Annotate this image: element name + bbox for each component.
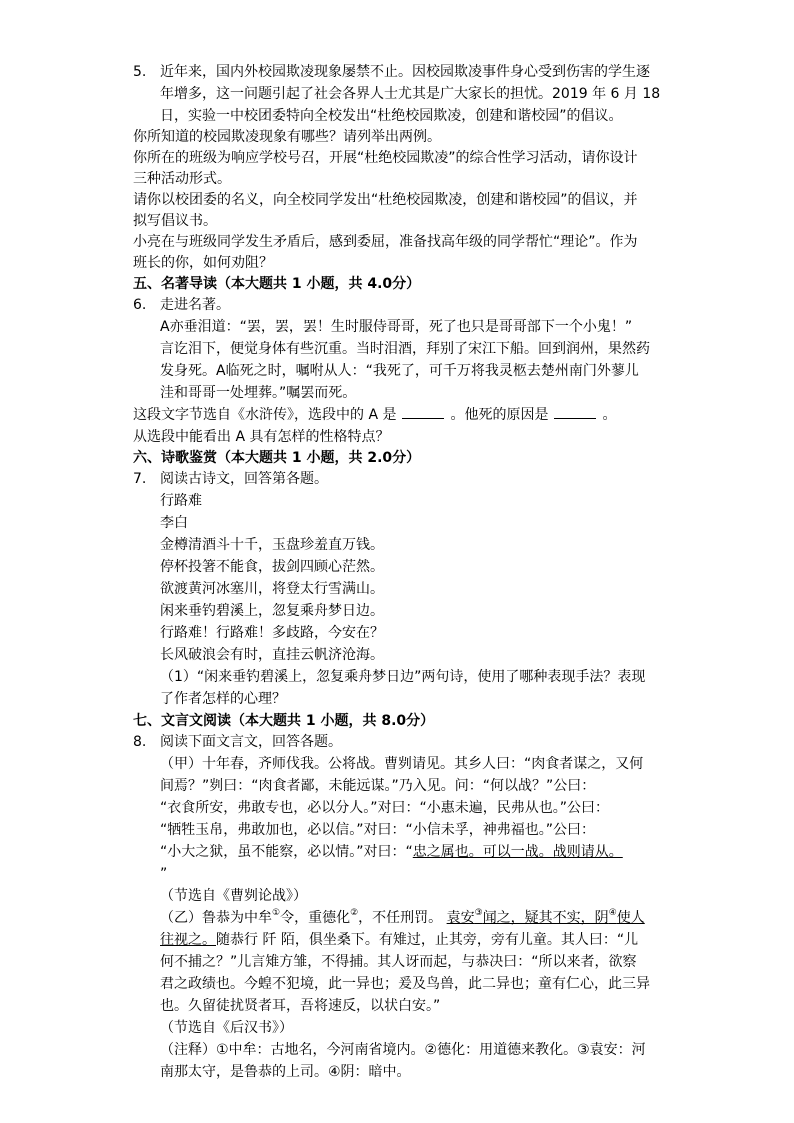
q6-sub-2: 从选段中能看出 A 具有怎样的性格特点？ (133, 429, 390, 445)
q8-number: 8. (133, 734, 147, 750)
q5-sub-1: 你所知道的校园欺凌现象有哪些？请列举出两例。 (133, 129, 441, 145)
passage-a-line: “牺牲玉帛，弗敢加也，必以信。”对曰：“小信未孚，神弗福也。”公曰： (160, 822, 596, 838)
q6-passage-line-4: 洼和哥哥一处埋葬。”嘱罢而死。 (160, 385, 357, 401)
q7-sub-1-line-1: （1）“闲来垂钓碧溪上，忽复乘舟梦日边”两句诗，使用了哪种表现手法？表现 (160, 669, 646, 685)
underlined-sentence: 往视之。 (160, 932, 216, 948)
passage-b-text: 令，重德化 (280, 910, 351, 926)
answer-blank[interactable] (554, 406, 596, 419)
q5-sub-4-line-1: 小亮在与班级同学发生矛盾后，感到委屈，准备找高年级的同学帮忙“理论”。作为 (133, 234, 638, 250)
q6-passage-line-3: 发身死。A临死之时，嘱咐从人：“我死了，可千万将我灵柩去楚州南门外蓼儿 (160, 363, 639, 379)
passage-a-line (160, 842, 623, 862)
poem-line: 长风破浪会有时，直挂云帆济沧海。 (160, 647, 384, 663)
section-7-heading: 七、文言文阅读（本大题共 1 小题，共 8.0分） (133, 713, 435, 729)
q5-sub-4-line-2: 班长的你，如何劝阻？ (133, 255, 273, 271)
footnote-marker: ④ (608, 908, 617, 918)
passage-a-line: （甲）十年春，齐师伐我。公将战。曹刿请见。其乡人曰：“肉食者谋之，又何 (160, 756, 644, 772)
q6-number: 6. (133, 297, 147, 313)
passage-a-line: ” (160, 866, 168, 882)
passage-b-line: 也。久留徒扰贤者耳，吾将速反，以状白安。” (160, 998, 441, 1014)
footnote-marker: ② (350, 908, 359, 918)
passage-b-text: ，不任刑罚。 (358, 910, 443, 926)
footnote-marker: ① (272, 908, 281, 918)
poem-line: 行路难！行路难！多歧路，今安在？ (160, 625, 384, 641)
q6-sub-1-text-c: 。 (602, 407, 617, 423)
q6-stem: 走进名著。 (160, 297, 230, 313)
answer-blank[interactable] (402, 406, 444, 419)
passage-b-line: 何不捕之？”儿言雉方雏，不得捕。其人讶而起，与恭决曰：“所以来者，欲察 (160, 954, 637, 970)
passage-b-text: 袁安 (446, 910, 475, 926)
q5-sub-3-line-2: 拟写倡议书。 (133, 213, 217, 229)
q6-sub-1 (133, 405, 616, 425)
q6-sub-1-text-b: 。他死的原因是 (450, 407, 549, 423)
q5-text-line-3: 日，实验一中校团委特向全校发出“杜绝校园欺凌，创建和谐校园”的倡议。 (160, 108, 623, 124)
footnote-marker: ③ (474, 908, 483, 918)
q5-text-line-1: 近年来，国内外校园欺凌现象屡禁不止。因校园欺凌事件身心受到伤害的学生逐 (160, 64, 650, 80)
q6-passage-line-2: 言讫泪下，便觉身体有些沉重。当时泪酒，拜别了宋江下船。回到润州，果然药 (160, 341, 650, 357)
q5-number: 5. (133, 64, 147, 80)
q5-sub-2-line-2: 三种活动形式。 (133, 171, 231, 187)
poem-author: 李白 (160, 515, 188, 531)
q5-sub-3-line-1: 请你以校团委的名义，向全校同学发出“杜绝校园欺凌，创建和谐校园”的倡议，并 (133, 192, 638, 208)
underlined-sentence (447, 910, 645, 926)
passage-a-line: 间焉？”刿曰：“肉食者鄙，未能远谋。”乃入见。问：“何以战？”公曰： (160, 778, 596, 794)
poem-line: 金樽清酒斗十千，玉盘珍羞直万钱。 (160, 537, 384, 553)
poem-line: 停杯投箸不能食，拔剑四顾心茫然。 (160, 559, 384, 575)
passage-b-text: （乙）鲁恭为中牟 (160, 910, 272, 926)
notes-line: （注释）①中牟：古地名，今河南省境内。②德化：用道德来教化。③袁安：河 (160, 1042, 646, 1058)
passage-b-text: 随恭行 阡 陌，俱坐桑下。有雉过，止其旁，旁有儿童。其人曰：“儿 (216, 932, 639, 948)
q5-sub-2-line-1: 你所在的班级为响应学校号召，开展“杜绝校园欺凌”的综合性学习活动，请你设计 (133, 150, 638, 166)
passage-b-line (160, 908, 645, 928)
q8-stem: 阅读下面文言文，回答各题。 (160, 734, 342, 750)
q5-text-line-2: 年增多，这一问题引起了社会各界人士尤其是广大家长的担忧。2019 年 6 月 18 (160, 86, 661, 102)
passage-a-source: （节选自《曹刿论战》） (160, 888, 307, 904)
poem-line: 欲渡黄河冰塞川，将登太行雪满山。 (160, 581, 384, 597)
passage-b-line: 君之政绩也。今蝗不犯境，此一异也；爰及鸟兽，此二异也；童有仁心，此三异 (160, 976, 650, 992)
q7-sub-1-line-2: 了作者怎样的心理？ (160, 691, 286, 707)
notes-line: 南那太守，是鲁恭的上司。④阴：暗中。 (160, 1064, 411, 1080)
poem-title: 行路难 (160, 493, 202, 509)
poem-line: 闲来垂钓碧溪上，忽复乘舟梦日边。 (160, 603, 384, 619)
q7-stem: 阅读古诗文，回答第各题。 (160, 471, 328, 487)
passage-b-line (160, 930, 638, 950)
section-6-heading: 六、诗歌鉴赏（本大题共 1 小题，共 2.0分） (133, 450, 421, 466)
passage-b-text: 使人 (616, 910, 645, 926)
passage-a-text: “小大之狱，虽不能察，必以情。”对曰：“ (160, 844, 413, 860)
q6-passage-line-1: A亦垂泪道：“罢，罢，罢！生时服侍哥哥，死了也只是哥哥部下一个小鬼！” (160, 319, 633, 335)
q6-sub-1-text-a: 这段文字节选自《水浒传》，选段中的 A 是 (133, 407, 397, 423)
passage-a-line: “衣食所安，弗敢专也，必以分人。”对曰：“小惠未遍，民弗从也。”公曰： (160, 800, 610, 816)
section-5-heading: 五、名著导读（本大题共 1 小题，共 4.0分） (133, 276, 421, 292)
passage-b-text: 闻之，疑其不实，阴 (482, 910, 609, 926)
passage-b-source: （节选自《后汉书》） (160, 1020, 293, 1036)
q7-number: 7. (133, 471, 147, 487)
underlined-sentence: 忠之属也。可以一战。战则请从。 (412, 844, 623, 860)
